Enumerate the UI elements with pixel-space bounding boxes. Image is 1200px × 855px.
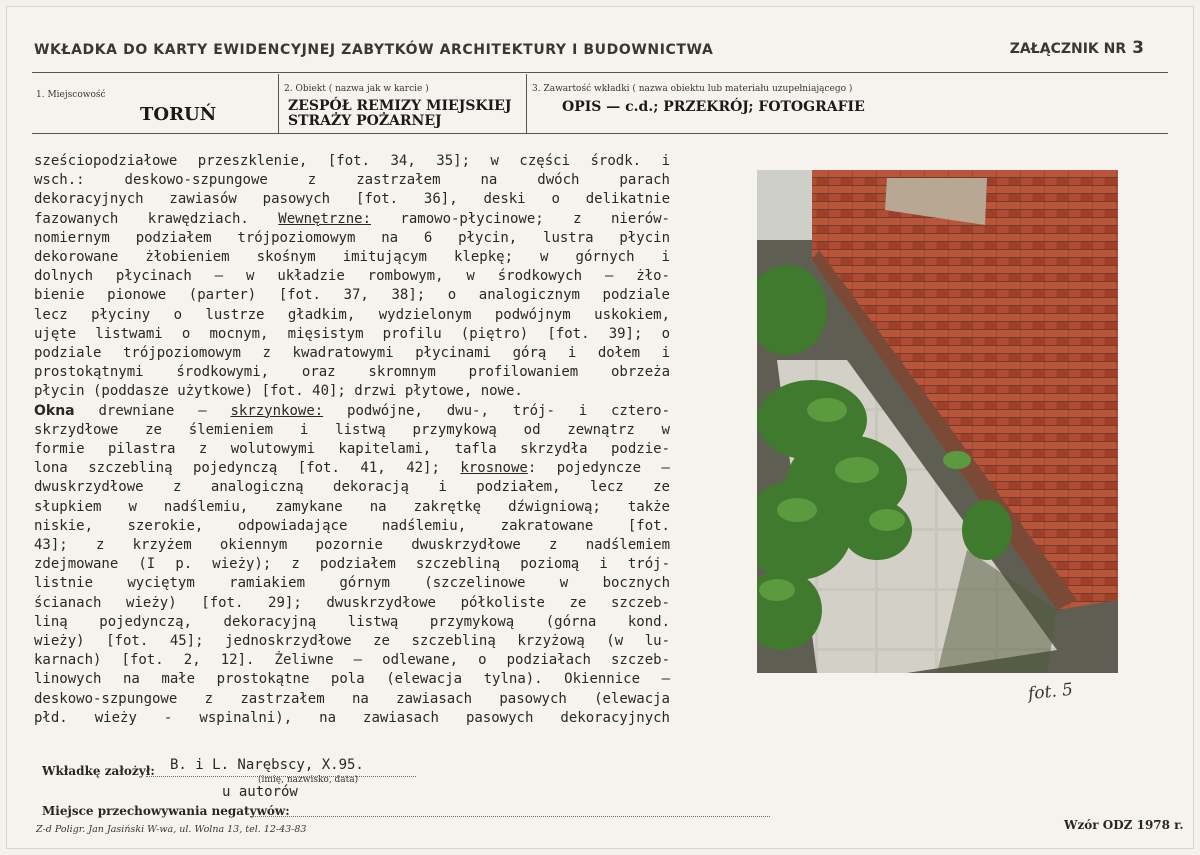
text-line: lecz płyciny o lustrze gładkim, wydzielonym podwójnym uskokiem, (34, 306, 670, 323)
description-text (34, 152, 670, 728)
photo-caption: fot. 5 (1027, 679, 1074, 705)
text-line: liną pojedynczą, dekoracyjną listwą przymykową (górna kond. (34, 613, 670, 630)
text-line: nomiernym podziałem trójpoziomowym na 6 płycin, lustra płycin (34, 229, 670, 246)
form-title: WKŁADKA DO KARTY EWIDENCYJNEJ ZABYTKÓW ARCHITEKTURY I BUDOWNICTWA (34, 42, 714, 58)
term-box-windows: skrzynkowe: (230, 402, 324, 419)
text-line: dwuskrzydłowe z analogiczną dekoracją i podziałem, lecz ze (34, 479, 670, 496)
field-2-value-line2: STRAŻY POŻARNEJ (288, 113, 442, 129)
printer-imprint: Z-d Poligr. Jan Jasiński W-wa, ul. Wolna 13, tel. 12-43-83 (36, 824, 307, 835)
text-line (34, 459, 670, 478)
text-line: wieży) [fot. 45]; jednoskrzydłowe ze szczebliną krzyżową (w lu- (34, 633, 670, 650)
text-fragment: : pojedyncze — (527, 460, 670, 477)
text-fragment: fazowanych krawędziach. (34, 210, 279, 227)
text-line: dolnych płycinach — w układzie rombowym, w środkowych — żło- (34, 268, 670, 285)
text-line: niskie, szerokie, odpowiadające nadślemiu, zakratowane [fot. (34, 517, 670, 534)
header-rule-bottom (32, 133, 1168, 134)
founder-value: B. i L. Narębscy, X.95. (170, 757, 364, 773)
text-line: płycin (poddasze użytkowe) [fot. 40]; drzwi płytowe, nowe. (34, 383, 523, 400)
term-windows: Okna (34, 402, 75, 419)
field-divider-2 (526, 74, 527, 133)
negatives-location-value: u autorów (222, 784, 298, 800)
field-3-label: 3. Zawartość wkładki ( nazwa obiektu lub materiału uzupełniającego ) (532, 84, 853, 94)
photo-brick-wall-pavement (757, 170, 1118, 673)
text-line: prostokątnymi środkowymi, oraz skromnym profilowaniem obrzeża (34, 364, 670, 381)
field-1-label: 1. Miejscowość (36, 90, 106, 100)
founder-hint: (imię, nazwisko, data) (258, 775, 359, 785)
field-divider-1 (278, 74, 279, 133)
text-line (34, 402, 670, 421)
text-fragment: ramowo-płycinowe; z nierów- (371, 210, 670, 227)
text-line: podziale trójpoziomowym z kwadratowymi płycinami górą i dołem i (34, 345, 670, 362)
term-frame-windows: krosnowe (460, 460, 528, 477)
text-line: bienie pionowe (parter) [fot. 37, 38]; o analogicznym podziale (34, 287, 670, 304)
field-3-value: OPIS — c.d.; PRZEKRÓJ; FOTOGRAFIE (562, 99, 865, 115)
text-line: wsch.: deskowo-szpungowe z zastrzałem na dwóch parach (34, 172, 670, 189)
text-line: skrzydłowe ze ślemieniem i listwą przymykową od zewnątrz w (34, 421, 670, 438)
text-line: deskowo-szpungowe z zastrzałem na zawiasach pasowych (elewacja (34, 690, 670, 707)
text-fragment: drewniane — (74, 402, 231, 419)
text-line: ścianach wieży) [fot. 29]; dwuskrzydłowe półkoliste ze szczeb- (34, 594, 670, 611)
text-line: listnie wyciętym ramiakiem górnym (szczelinowe w bocznych (34, 575, 670, 592)
text-fragment: podwójne, dwu-, trój- i cztero- (323, 402, 670, 419)
text-line: dekorowane żłobieniem skośnym imitującym klepkę; w górnych i (34, 249, 670, 266)
form-id: Wzór ODZ 1978 r. (1064, 818, 1184, 832)
header-rule-top (32, 72, 1168, 73)
field-2-value-line1: ZESPÓŁ REMIZY MIEJSKIEJ (288, 98, 512, 114)
annex-number: 3 (1132, 38, 1144, 58)
text-fragment: lona szczebliną pojedynczą [fot. 41, 42]; (34, 460, 461, 477)
text-line: dekoracyjnych zawiasów pasowych [fot. 36], deski o delikatnie (34, 191, 670, 208)
photograph (757, 170, 1118, 673)
annex-label-text: ZAŁĄCZNIK NR (1009, 41, 1127, 57)
founder-label: Wkładkę założył: (42, 764, 155, 778)
text-line: słupkiem w nadślemiu, zamykane na zakrętkę dźwigniową; także (34, 498, 670, 515)
negatives-label: Miejsce przechowywania negatywów: (42, 804, 290, 818)
field-2-value (288, 99, 511, 129)
text-line: płd. wieży - wspinalni), na zawiasach pasowych dekoracyjnych (34, 709, 670, 726)
text-line (34, 210, 670, 229)
negatives-dotted-line (250, 816, 770, 817)
text-line: formie pilastra z wolutowymi kapitelami, tafla skrzydła podzie- (34, 441, 670, 458)
text-line: karnach) [fot. 2, 12]. Żeliwne — odlewane, o podziałach szczeb- (34, 652, 670, 669)
text-line: zdejmowane (I p. wieży); z podziałem szczebliną poziomą i trój- (34, 556, 670, 573)
text-line: ujęte listwami o mocnym, mięsistym profilu (piętro) [fot. 39]; o (34, 325, 670, 342)
text-line: 43]; z krzyżem okiennym pozornie dwuskrzydłowe z nadślemiem (34, 537, 670, 554)
annex-label (1010, 38, 1144, 58)
term-interior: Wewnętrzne: (278, 210, 371, 227)
text-line: sześciopodziałowe przeszklenie, [fot. 34, 35]; w części środk. i (34, 153, 670, 169)
field-1-value: TORUŃ (140, 104, 217, 125)
field-2-label: 2. Obiekt ( nazwa jak w karcie ) (284, 84, 429, 94)
text-line: linowych na małe prostokątne pola (elewacja tylna). Okiennice — (34, 671, 670, 688)
